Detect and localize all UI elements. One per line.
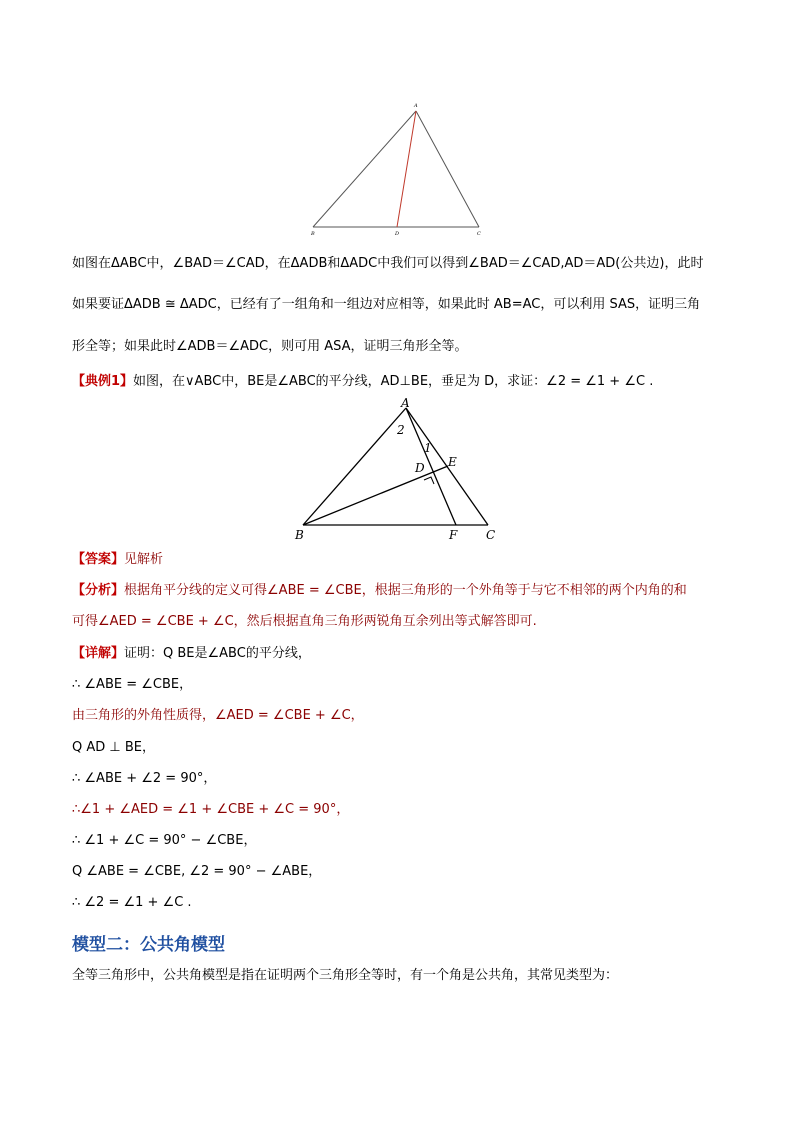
answer-text: 见解析 — [124, 552, 164, 567]
detail-step: ∴ ∠ABE + ∠2 = 90°， — [72, 771, 217, 786]
answer-bracket: 【答案】 — [72, 552, 125, 567]
detail-step: ∴∠1 + ∠AED = ∠1 + ∠CBE + ∠C = 90°， — [72, 802, 350, 817]
detail-step: Q AD ⊥ BE， — [72, 740, 155, 755]
label-e: E — [448, 455, 457, 469]
example-line — [72, 374, 653, 390]
detail-line — [72, 646, 311, 662]
bisector-be — [303, 466, 448, 525]
analysis-line-2: 可得∠AED = ∠CBE + ∠C，然后根据直角三角形两锐角互余列出等式解答即可. — [72, 614, 537, 629]
analysis-text-1: 根据角平分线的定义可得∠ABE = ∠CBE，根据三角形的一个外角等于与它不相邻的两个内角的和 — [124, 583, 687, 598]
figure-triangle-abc — [300, 98, 500, 240]
label-a: A — [401, 396, 410, 410]
side-ab — [303, 408, 406, 525]
intro-line-2: 如果要证ΔADB ≅ ΔADC，已经有了一组角和一组边对应相等，如果此时 AB=AC，可以利用 SAS，证明三角 — [72, 297, 701, 312]
intro-line-1: 如图在ΔABC中，∠BAD＝∠CAD，在ΔADB和ΔADC中我们可以得到∠BAD＝∠CAD,AD＝AD(公共边)，此时 — [72, 256, 704, 271]
label-b: B — [311, 231, 315, 237]
label-c: C — [486, 528, 496, 542]
detail-bracket: 【详解】 — [72, 646, 125, 661]
label-2: 2 — [397, 423, 405, 437]
figure-triangle-bisector — [290, 392, 500, 544]
label-f: F — [449, 528, 458, 542]
label-a: A — [414, 103, 418, 109]
answer-line — [72, 552, 163, 568]
intro-line-3: 形全等；如果此时∠ADB＝∠ADC，则可用 ASA，证明三角形全等。 — [72, 339, 468, 354]
label-d: D — [395, 231, 400, 237]
right-angle-mark — [424, 477, 434, 484]
model2-heading: 模型二：公共角模型 — [72, 935, 225, 955]
label-b: B — [295, 528, 304, 542]
detail-step: Q ∠ABE = ∠CBE, ∠2 = 90° − ∠ABE， — [72, 864, 322, 879]
detail-step: ∴ ∠2 = ∠1 + ∠C . — [72, 895, 192, 910]
detail-step: ∴ ∠1 + ∠C = 90° − ∠CBE， — [72, 833, 257, 848]
detail-intro: 证明：Q BE是∠ABC的平分线， — [124, 646, 311, 661]
example-bracket: 【典例1】 — [72, 374, 134, 389]
label-1: 1 — [424, 441, 432, 455]
example-text: 如图，在∨ABC中，BE是∠ABC的平分线，AD⊥BE，垂足为 D，求证：∠2 = ∠1 + ∠C . — [133, 374, 654, 389]
detail-step: 由三角形的外角性质得，∠AED = ∠CBE + ∠C， — [72, 708, 364, 723]
label-d: D — [415, 461, 425, 475]
side-ac — [416, 111, 479, 227]
analysis-bracket: 【分析】 — [72, 583, 125, 598]
label-c: C — [477, 231, 481, 237]
detail-step: ∴ ∠ABE = ∠CBE， — [72, 677, 193, 692]
side-ab — [313, 111, 416, 227]
segment-ad — [397, 111, 416, 227]
model2-text: 全等三角形中，公共角模型是指在证明两个三角形全等时，有一个角是公共角，其常见类型为： — [72, 968, 619, 983]
analysis-line-1 — [72, 583, 687, 599]
